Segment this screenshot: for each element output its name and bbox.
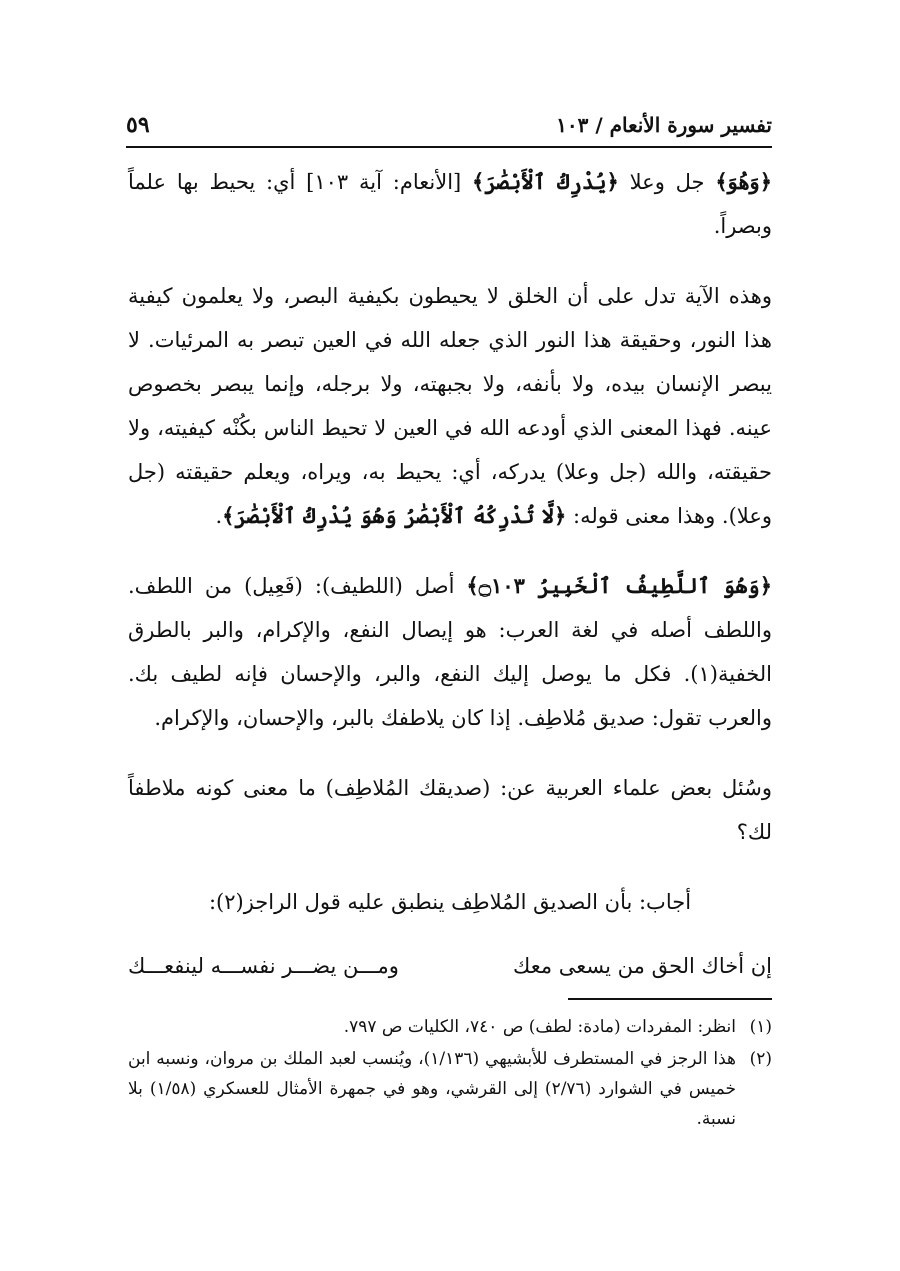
page-header xyxy=(126,104,772,148)
paragraph-text: أصل (اللطيف): (فَعِيل) من اللطف. واللطف أصله في لغة العرب: هو إيصال النفع، والإكرام، والبر بالطرق الخفية(١). فكل ما يوصل إليك النفع، والبر، والإحسان فإنه لطيف بك. والعرب تقول: صديق مُلاطِف. إذا كان يلاطفك بالبر، والإحسان، والإكرام. xyxy=(128,574,772,730)
footnotes xyxy=(128,1012,772,1136)
footnote-number: (١) xyxy=(749,1017,772,1037)
paragraph-text: [الأنعام: آية ١٠٣] أي: يحيط بها علماً وبصراً. xyxy=(128,170,772,238)
paragraph-5: أجاب: بأن الصديق المُلاطِف ينطبق عليه قول الراجز(٢): xyxy=(208,890,692,914)
quran-quote: ﴿وَهُوَ﴾ xyxy=(715,169,773,194)
paragraph-text: وهذه الآية تدل على أن الخلق لا يحيطون بكيفية البصر، ولا يعلمون كيفية هذا النور، وحقيقة هذا النور الذي جعله الله في العين تبصر به المرئيات. لا يبصر الإنسان بيده، ولا بأنفه، ولا بجبهته، ولا برجله، وإنما يبصر بخصوص عينه. فهذا المعنى الذي أودعه الله في العين لا تحيط الناس بكُنْه كيفيته، ولا حقيقته، والله (جل وعلا) يدركه، أي: يحيط به، ويراه، ويعلم حقيقته (جل وعلا). وهذا معنى قوله: xyxy=(128,284,772,528)
running-title: تفسير سورة الأنعام / ١٠٣ xyxy=(556,113,772,137)
verse-second-hemistich: ومـــن يضـــر نفســـه لينفعـــك xyxy=(128,954,399,978)
verse-first-hemistich: إن أخاك الحق من يسعى معك xyxy=(513,954,772,978)
footnote-text: هذا الرجز في المستطرف للأبشيهي (١/١٣٦)، ويُنسب لعبد الملك بن مروان، ونسبه ابن خميس في الشوارد (٢/٧٦) إلى القرشي، وهو في جمهرة الأمثال للعسكري (١/٥٨) بلا نسبة. xyxy=(128,1049,737,1129)
paragraph-4: وسُئل بعض علماء العربية عن: (صديقك المُلاطِف) ما معنى كونه ملاطفاً لك؟ xyxy=(128,776,772,844)
paragraph-1 xyxy=(128,160,772,248)
paragraph-3 xyxy=(128,564,772,740)
footnote-number: (٢) xyxy=(749,1049,772,1069)
footnote xyxy=(128,1044,772,1134)
footnote-separator xyxy=(568,998,772,1000)
paragraph-text: . xyxy=(215,504,223,528)
quran-quote: ﴿لَّا تُدْرِكُهُ ٱلْأَبْصَٰرُ وَهُوَ يُدْرِكُ ٱلْأَبْصَٰرَ﴾ xyxy=(222,503,567,528)
footnote-text: انظر: المفردات (مادة: لطف) ص ٧٤٠، الكليات ص ٧٩٧. xyxy=(343,1017,736,1037)
quran-quote: ﴿وَهُوَ ٱللَّطِيفُ ٱلْخَبِيرُ ۝١٠٣﴾ xyxy=(466,573,772,598)
quran-quote: ﴿يُدْرِكُ ٱلْأَبْصَٰرَ﴾ xyxy=(472,169,619,194)
main-text xyxy=(128,160,772,988)
paragraph-2 xyxy=(128,274,772,538)
page-number: ٥٩ xyxy=(126,112,150,138)
poem-verse xyxy=(128,944,772,988)
paragraph-text: جل وعلا xyxy=(618,170,716,194)
footnote xyxy=(128,1012,772,1042)
